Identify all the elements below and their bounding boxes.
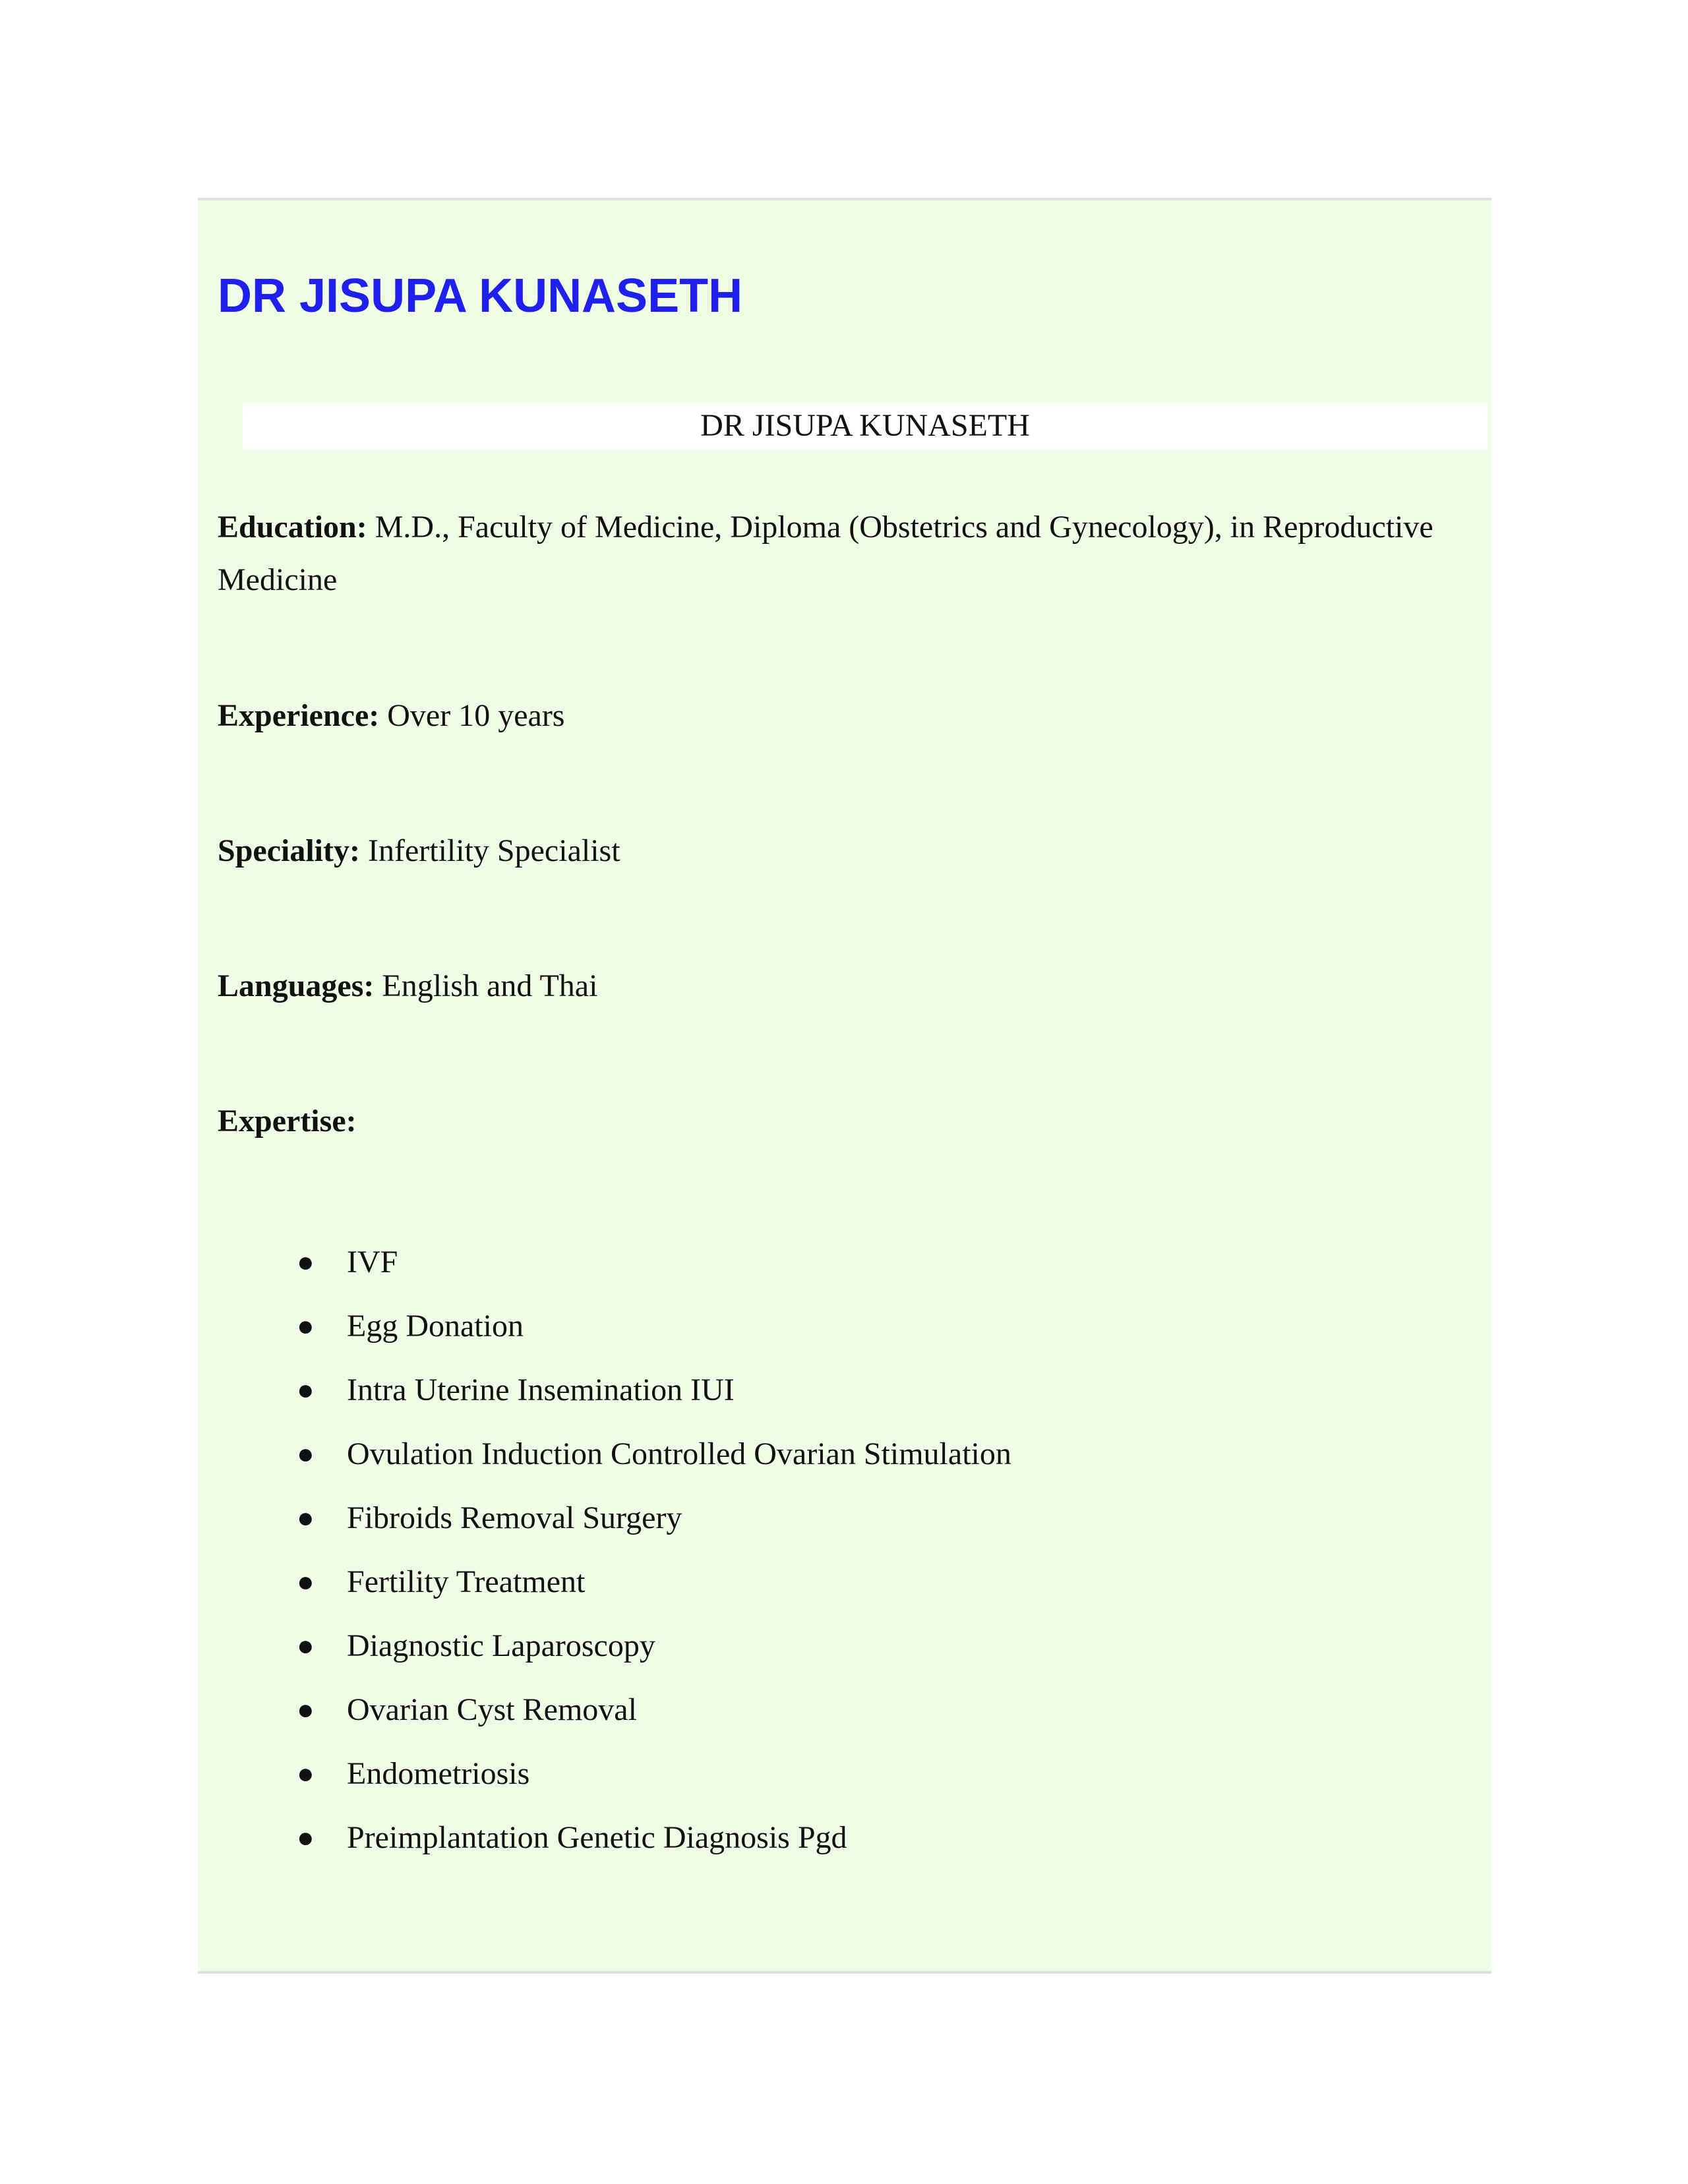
bullet-icon: ● xyxy=(297,1246,315,1278)
expertise-label: Expertise: xyxy=(218,1104,357,1138)
list-item-label: IVF xyxy=(347,1245,398,1280)
speciality-field xyxy=(218,825,1470,877)
list-item-label: Ovulation Induction Controlled Ovarian Stimulation xyxy=(347,1436,1011,1471)
experience-label: Experience: xyxy=(218,698,380,733)
bullet-icon: ● xyxy=(297,1821,315,1854)
bullet-icon: ● xyxy=(297,1630,315,1662)
bullet-icon: ● xyxy=(297,1310,315,1342)
list-item-label: Preimplantation Genetic Diagnosis Pgd xyxy=(347,1820,847,1855)
list-item xyxy=(297,1422,1011,1486)
list-item xyxy=(297,1550,1011,1614)
list-item-label: Fibroids Removal Surgery xyxy=(347,1500,682,1535)
list-item-label: Endometriosis xyxy=(347,1756,530,1791)
list-item xyxy=(297,1678,1011,1742)
education-value: M.D., Faculty of Medicine, Diploma (Obstetrics and Gynecology), in Reproductive Medicine xyxy=(218,510,1433,597)
page-title: DR JISUPA KUNASETH xyxy=(218,270,743,322)
list-item xyxy=(297,1230,1011,1294)
list-item xyxy=(297,1294,1011,1358)
list-item xyxy=(297,1614,1011,1678)
bullet-icon: ● xyxy=(297,1438,315,1470)
expertise-heading xyxy=(218,1095,1470,1148)
education-field xyxy=(218,501,1470,606)
list-item-label: Intra Uterine Insemination IUI xyxy=(347,1372,735,1407)
bullet-icon: ● xyxy=(297,1374,315,1406)
speciality-value: Infertility Specialist xyxy=(367,833,620,868)
profile-panel xyxy=(198,198,1492,1974)
languages-label: Languages: xyxy=(218,968,375,1003)
image-caption: DR JISUPA KUNASETH xyxy=(243,402,1488,450)
experience-field xyxy=(218,690,1470,742)
education-label: Education: xyxy=(218,510,367,545)
list-item xyxy=(297,1806,1011,1870)
list-item xyxy=(297,1358,1011,1422)
expertise-list xyxy=(297,1230,1011,1870)
list-item-label: Ovarian Cyst Removal xyxy=(347,1692,637,1727)
bullet-icon: ● xyxy=(297,1566,315,1598)
experience-value: Over 10 years xyxy=(387,698,565,733)
bullet-icon: ● xyxy=(297,1694,315,1726)
list-item-label: Egg Donation xyxy=(347,1309,524,1343)
bullet-icon: ● xyxy=(297,1502,315,1534)
list-item-label: Diagnostic Laparoscopy xyxy=(347,1628,655,1663)
languages-field xyxy=(218,960,1470,1013)
list-item xyxy=(297,1486,1011,1550)
bullet-icon: ● xyxy=(297,1757,315,1790)
list-item-label: Fertility Treatment xyxy=(347,1564,586,1599)
list-item xyxy=(297,1742,1011,1806)
speciality-label: Speciality: xyxy=(218,833,360,868)
languages-value: English and Thai xyxy=(382,968,598,1003)
